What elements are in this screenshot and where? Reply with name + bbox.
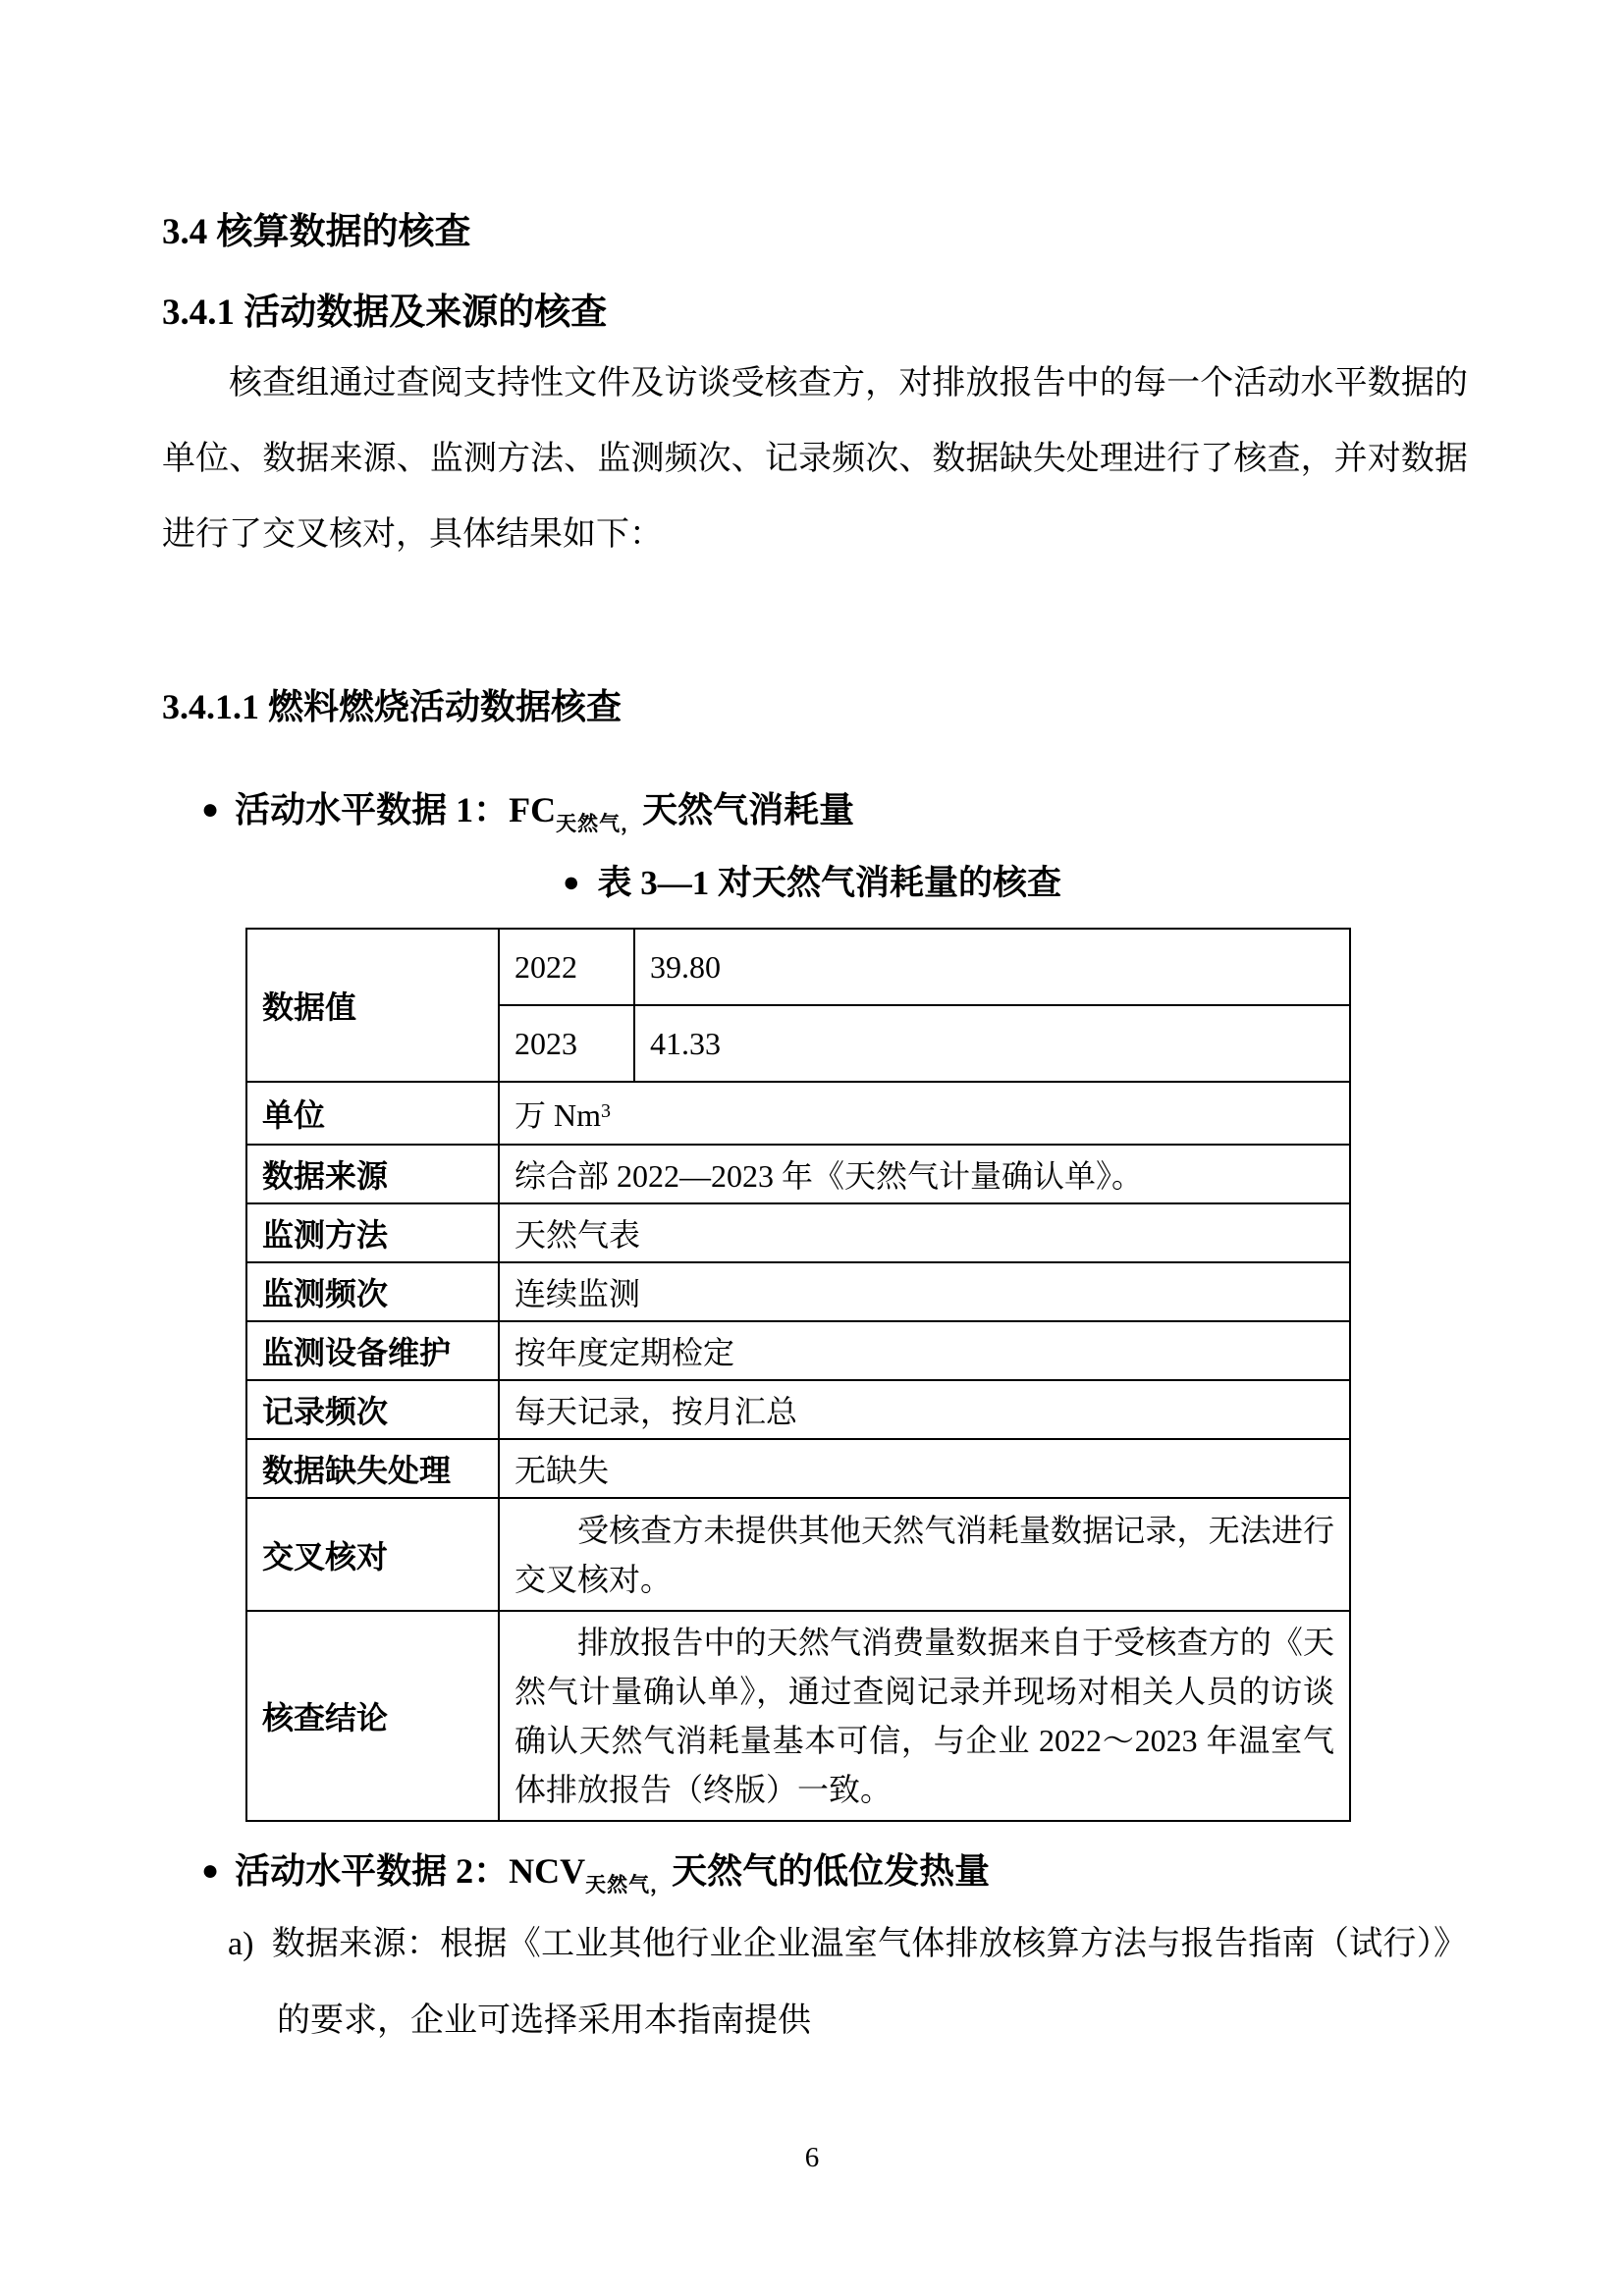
row-label-cross-check: 交叉核对 xyxy=(246,1498,499,1611)
row-label-device-maintenance: 监测设备维护 xyxy=(246,1321,499,1380)
row-label-monitor-frequency: 监测频次 xyxy=(246,1262,499,1321)
intro-paragraph: 核查组通过查阅支持性文件及访谈受核查方，对排放报告中的每一个活动水平数据的单位、数据来源、监测方法、监测频次、记录频次、数据缺失处理进行了核查，并对数据进行了交叉核对，具体结果如下： xyxy=(162,365,1468,553)
bullet-activity-data-1 xyxy=(201,782,1468,837)
bullet1-prefix: 活动水平数据 1：FC xyxy=(235,790,557,829)
bullet2-suffix: 天然气的低位发热量 xyxy=(672,1851,991,1891)
row-label-monitor-method: 监测方法 xyxy=(246,1203,499,1262)
bullet-icon: ● xyxy=(201,793,220,826)
unit-base: 万 Nm xyxy=(514,1097,602,1133)
bullet1-subscript: 天然气， xyxy=(556,812,643,835)
unit-superscript: 3 xyxy=(601,1100,612,1122)
table-row xyxy=(246,1203,1350,1262)
table-row xyxy=(246,1498,1350,1611)
year-cell: 2022 xyxy=(499,929,634,1005)
year-cell: 2023 xyxy=(499,1005,634,1082)
record-frequency-cell: 每天记录，按月汇总 xyxy=(499,1380,1350,1439)
row-label-data-source: 数据来源 xyxy=(246,1145,499,1203)
device-maintenance-cell: 按年度定期检定 xyxy=(499,1321,1350,1380)
table-row xyxy=(246,929,1350,1005)
list-item-a-marker: a) xyxy=(228,1926,254,1962)
list-item-a xyxy=(228,1906,1467,2059)
list-item-a-text: 数据来源：根据《工业其他行业企业温室气体排放核算方法与报告指南（试行）》的要求，企业可选择采用本指南提供 xyxy=(271,1926,1467,2039)
table-row xyxy=(246,1611,1350,1821)
bullet-icon: ● xyxy=(562,867,580,898)
table-row xyxy=(246,1145,1350,1203)
bullet-icon: ● xyxy=(201,1854,220,1887)
value-cell: 39.80 xyxy=(634,929,1350,1005)
table-row xyxy=(246,1321,1350,1380)
monitor-frequency-cell: 连续监测 xyxy=(499,1262,1350,1321)
missing-data-cell: 无缺失 xyxy=(499,1439,1350,1498)
table-row xyxy=(246,1380,1350,1439)
row-label-unit: 单位 xyxy=(246,1082,499,1145)
table-row xyxy=(246,1082,1350,1145)
row-label-conclusion: 核查结论 xyxy=(246,1611,499,1821)
table-row xyxy=(246,1262,1350,1321)
value-cell: 41.33 xyxy=(634,1005,1350,1082)
row-label-record-frequency: 记录频次 xyxy=(246,1380,499,1439)
bullet2-subscript: 天然气， xyxy=(585,1873,673,1896)
conclusion-cell: 排放报告中的天然气消费量数据来自于受核查方的《天然气计量确认单》，通过查阅记录并现场对相关人员的访谈确认天然气消耗量基本可信，与企业 2022～2023 年温室气体排放报告（终版）一致。 xyxy=(499,1611,1350,1821)
unit-value-cell xyxy=(499,1082,1350,1145)
section-heading-3-4-1: 3.4.1 活动数据及来源的核查 xyxy=(162,293,608,333)
table-caption xyxy=(0,856,1624,905)
verification-table xyxy=(245,928,1351,1822)
table-caption-text: 表 3—1 对天然气消耗量的核查 xyxy=(597,864,1062,902)
bullet1-suffix: 天然气消耗量 xyxy=(642,790,855,829)
cross-check-cell: 受核查方未提供其他天然气消耗量数据记录，无法进行交叉核对。 xyxy=(499,1498,1350,1611)
table-row xyxy=(246,1439,1350,1498)
section-heading-3-4-1-1: 3.4.1.1 燃料燃烧活动数据核查 xyxy=(162,687,623,726)
bullet2-prefix: 活动水平数据 2：NCV xyxy=(235,1851,586,1891)
row-label-data-value: 数据值 xyxy=(246,929,499,1082)
bullet-activity-data-2 xyxy=(201,1843,1468,1898)
monitor-method-cell: 天然气表 xyxy=(499,1203,1350,1262)
data-source-cell: 综合部 2022—2023 年《天然气计量确认单》。 xyxy=(499,1145,1350,1203)
row-label-missing-data: 数据缺失处理 xyxy=(246,1439,499,1498)
section-heading-3-4: 3.4 核算数据的核查 xyxy=(162,212,471,252)
page-number: 6 xyxy=(804,2142,820,2173)
